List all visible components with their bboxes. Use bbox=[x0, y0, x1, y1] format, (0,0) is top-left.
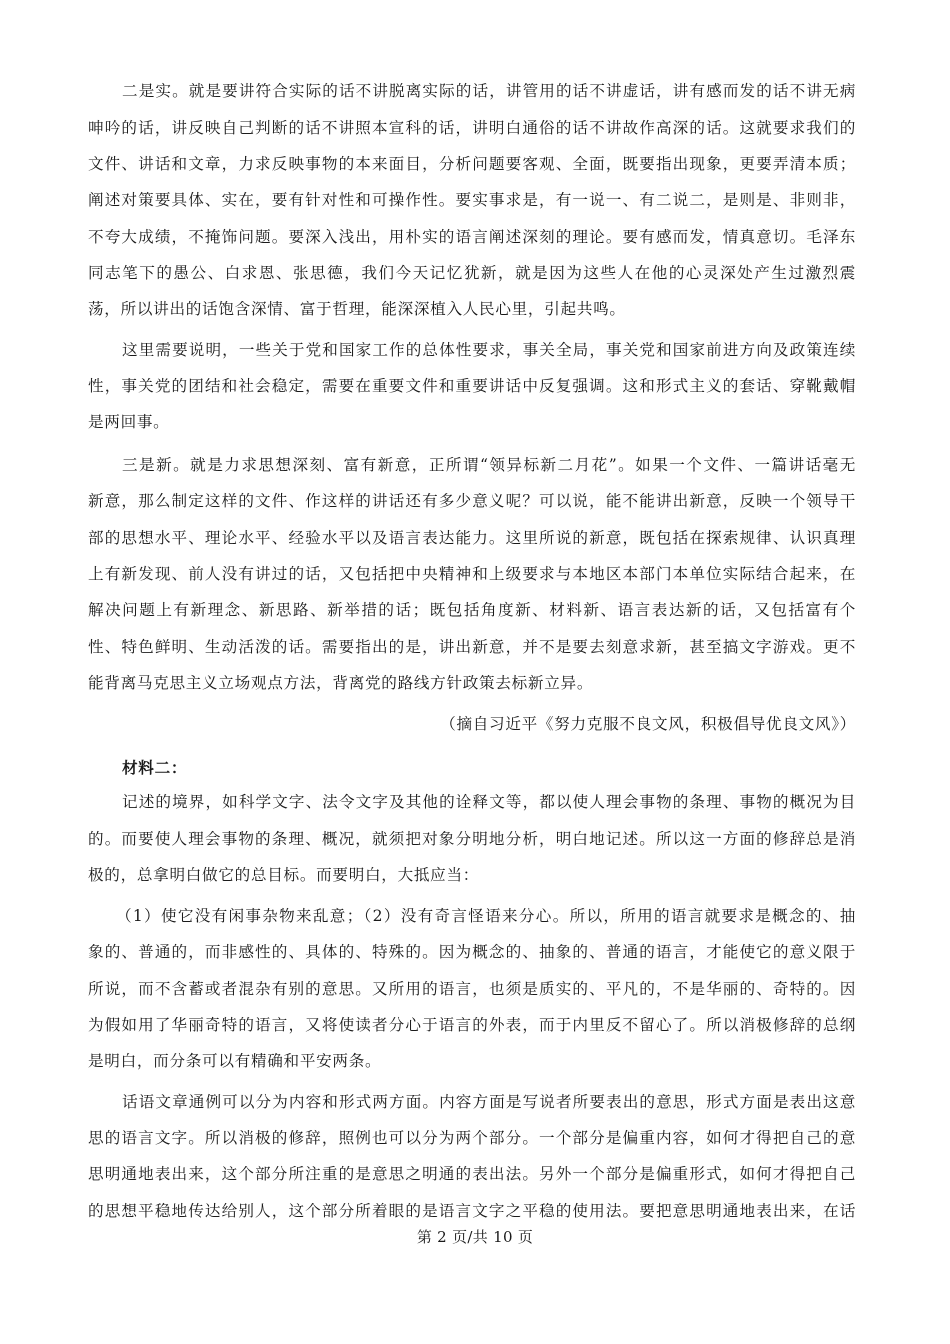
text-line: 思的语言文字。所以消极的修辞，照例也可以分为两个部分。一个部分是偏重内容，如何才得把自己的意 bbox=[88, 1129, 856, 1147]
text-line: （1）使它没有闲事杂物来乱意；（2）没有奇言怪语来分心。所以，所用的语言就要求是概念的、抽 bbox=[116, 907, 856, 925]
text-line: 性，事关党的团结和社会稳定，需要在重要文件和重要讲话中反复强调。这和形式主义的套话、穿靴戴帽 bbox=[88, 377, 856, 395]
text-line: 二是实。就是要讲符合实际的话不讲脱离实际的话，讲管用的话不讲虚话，讲有感而发的话不讲无病 bbox=[122, 82, 856, 100]
text-line: 同志笔下的愚公、白求恩、张思德，我们今天记忆犹新，就是因为这些人在他的心灵深处产生过激烈震 bbox=[88, 264, 856, 282]
source-citation: （摘自习近平《努力克服不良文风，积极倡导优良文风》） bbox=[440, 715, 856, 733]
text-line: 这里需要说明，一些关于党和国家工作的总体性要求，事关全局，事关党和国家前进方向及政策连续 bbox=[122, 341, 856, 359]
text-line: 是明白，而分条可以有精确和平安两条。 bbox=[88, 1052, 382, 1070]
text-line: 新意，那么制定这样的文件、作这样的讲话还有多少意义呢？可以说，能不能讲出新意，反映一个领导干 bbox=[88, 492, 856, 510]
text-line: 话语文章通例可以分为内容和形式两方面。内容方面是写说者所要表出的意思，形式方面是表出这意 bbox=[122, 1093, 856, 1111]
text-line: 的。而要使人理会事物的条理、概况，就须把对象分明地分析，明白地记述。所以这一方面的修辞总是消 bbox=[88, 830, 856, 848]
text-line: 不夸大成绩，不掩饰问题。要深入浅出，用朴实的语言阐述深刻的理论。要有感而发，情真意切。毛泽东 bbox=[88, 228, 856, 246]
text-line: 荡，所以讲出的话饱含深情、富于哲理，能深深植入人民心里，引起共鸣。 bbox=[88, 300, 626, 318]
text-line: 部的思想水平、理论水平、经验水平以及语言表达能力。这里所说的新意，既包括在探索规律、认识真理 bbox=[88, 529, 856, 547]
text-line: 性、特色鲜明、生动活泼的话。需要指出的是，讲出新意，并不是要去刻意求新，甚至搞文字游戏。更不 bbox=[88, 638, 856, 656]
text-line: 极的，总拿明白做它的总目标。而要明白，大抵应当： bbox=[88, 866, 480, 884]
text-line: 思明通地表出来，这个部分所注重的是意思之明通的表出法。另外一个部分是偏重形式，如何才得把自己 bbox=[88, 1165, 856, 1183]
text-line: 解决问题上有新理念、新思路、新举措的话；既包括角度新、材料新、语言表达新的话，又包括富有个 bbox=[88, 601, 856, 619]
text-line: 文件、讲话和文章，力求反映事物的本来面目，分析问题要客观、全面，既要指出现象，更要弄清本质； bbox=[88, 155, 856, 173]
text-line: 所说，而不含蓄或者混杂有别的意思。又所用的语言，也须是质实的、平凡的，不是华丽的、奇特的。因 bbox=[88, 980, 856, 998]
section-heading: 材料二： bbox=[122, 758, 188, 777]
text-line: 象的、普通的，而非感性的、具体的、特殊的。因为概念的、抽象的、普通的语言，才能使它的意义限于 bbox=[88, 943, 856, 961]
text-line: 上有新发现、前人没有讲过的话，又包括把中央精神和上级要求与本地区本部门本单位实际结合起来，在 bbox=[88, 565, 856, 583]
text-line: 为假如用了华丽奇特的语言，又将使读者分心于语言的外表，而于内里反不留心了。所以消极修辞的总纲 bbox=[88, 1016, 856, 1034]
text-line: 记述的境界，如科学文字、法令文字及其他的诠释文等，都以使人理会事物的条理、事物的概况为目 bbox=[122, 793, 856, 811]
text-line: 阐述对策要具体、实在，要有针对性和可操作性。要实事求是，有一说一、有二说二，是则是、非则非， bbox=[88, 191, 856, 209]
text-line: 能背离马克思主义立场观点方法，背离党的路线方针政策去标新立异。 bbox=[88, 674, 594, 692]
text-line: 的思想平稳地传达给别人，这个部分所着眼的是语言文字之平稳的使用法。要把意思明通地表出来，在话 bbox=[88, 1202, 856, 1220]
page-footer: 第 2 页/共 10 页 bbox=[416, 1228, 534, 1246]
text-line: 三是新。就是力求思想深刻、富有新意，正所谓“领异标新二月花”。如果一个文件、一篇讲话毫无 bbox=[122, 456, 856, 474]
text-line: 呻吟的话，讲反映自己判断的话不讲照本宣科的话，讲明白通俗的话不讲故作高深的话。这就要求我们的 bbox=[88, 119, 856, 137]
text-line: 是两回事。 bbox=[88, 413, 170, 431]
